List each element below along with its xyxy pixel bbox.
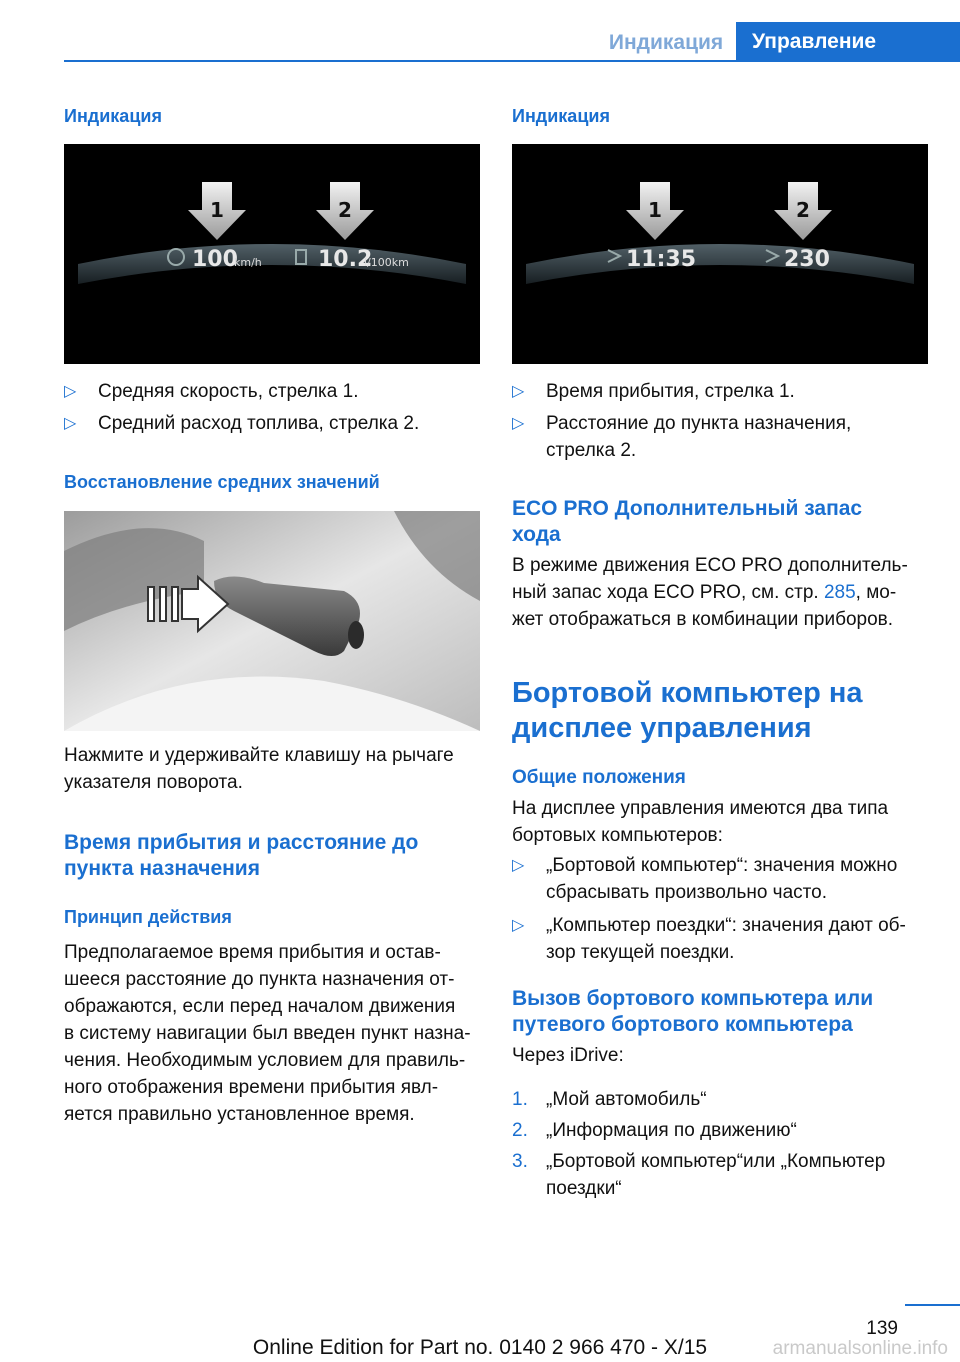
avg-speed-value: 100 — [192, 247, 238, 272]
dashboard-display-illustration — [64, 144, 480, 364]
page-reference-link[interactable]: 285 — [823, 582, 856, 603]
display-figure-arrival-distance — [512, 144, 928, 364]
avg-consumption-value: 10.2 — [318, 247, 373, 272]
bullet-triangle-icon: ▷ — [64, 415, 77, 432]
arrow-1-icon — [626, 182, 684, 240]
arrow-marker-1: 1 — [648, 198, 662, 222]
section-heading: ECO PRO Дополнительный запас хода — [512, 497, 863, 546]
numbered-step: 1. „Мой автомобиль“ — [512, 1089, 707, 1110]
list-item: ▷ Время прибытия, стрелка 1. — [512, 378, 928, 405]
section-label: Индикация — [64, 106, 162, 126]
header-section-indication: Индикация — [608, 31, 724, 54]
dashboard-display-illustration — [512, 144, 928, 364]
section-label: Индикация — [512, 106, 610, 126]
bullet-triangle-icon: ▷ — [512, 917, 525, 934]
list-item: ▷ Средний расход топлива, стрелка 2. — [64, 410, 480, 437]
display-figure-speed-fuel — [64, 144, 480, 364]
footer-rule — [905, 1304, 960, 1306]
numbered-step: 2. „Информация по движению“ — [512, 1120, 797, 1141]
bullet-triangle-icon: ▷ — [512, 857, 525, 874]
subsection-heading: Общие положения — [512, 767, 686, 788]
arrow-marker-1: 1 — [210, 198, 224, 222]
arrow-marker-2: 2 — [338, 198, 352, 222]
header-rule — [64, 60, 960, 62]
paragraph: На дисплее управления имеются два типа бортовых компьютеров: — [512, 798, 889, 846]
distance-value: 230 — [784, 247, 830, 272]
header-section-control: Управление — [736, 22, 960, 62]
paragraph: Предполагаемое время прибытия и остав‐ шееся расстояние до пункта назначения от‐ ображаются, если перед началом движения в систему навигации был введен пункт назна‐ чения. Необходимым условием для правиль‐ ного отображения времени прибытия явл‐ яется правильно установленное время. — [64, 942, 471, 1125]
avg-speed-unit: km/h — [234, 256, 262, 269]
turn-signal-lever-illustration — [64, 511, 480, 731]
avg-consumption-unit: l/100km — [364, 256, 409, 269]
paragraph: В режиме движения ECO PRO дополнитель‐ ный запас хода ECO PRO, см. стр. 285, мо‐ жет отображаться в комбинации приборов. — [512, 555, 908, 630]
paragraph: Через iDrive: — [512, 1045, 624, 1066]
bullet-triangle-icon: ▷ — [512, 415, 525, 432]
list-item: ▷ „Бортовой компьютер“: значения можно сбрасывать произвольно часто. — [512, 852, 928, 906]
paragraph: Нажмите и удерживайте клавишу на рычаге указателя поворота. — [64, 745, 454, 793]
chapter-heading: Бортовой компьютер на дисплее управления — [512, 677, 863, 744]
bullet-triangle-icon: ▷ — [512, 383, 525, 400]
arrow-marker-2: 2 — [796, 198, 810, 222]
section-heading: Вызов бортового компьютера или путевого бортового компьютера — [512, 987, 874, 1036]
arrow-1-icon — [188, 182, 246, 240]
list-item: ▷ Расстояние до пункта назначения, стрелка 2. — [512, 410, 928, 464]
page-number: 139 — [866, 1318, 898, 1339]
arrow-2-icon — [774, 182, 832, 240]
turn-signal-lever-figure — [64, 511, 480, 731]
arrow-2-icon — [316, 182, 374, 240]
watermark: armanualsonline.info — [772, 1338, 948, 1359]
list-item: ▷ Средняя скорость, стрелка 1. — [64, 378, 480, 405]
section-heading: Время прибытия и расстояние до пункта назначения — [64, 831, 419, 880]
bullet-triangle-icon: ▷ — [64, 383, 77, 400]
list-item: ▷ „Компьютер поездки“: значения дают об‐ зор текущей поездки. — [512, 912, 928, 966]
subsection-heading: Принцип действия — [64, 907, 232, 927]
arrival-time-value: 11:35 — [626, 247, 697, 272]
edition-footer: Online Edition for Part no. 0140 2 966 470 - X/15 — [252, 1336, 708, 1359]
section-label: Восстановление средних значений — [64, 472, 380, 492]
numbered-step: 3. „Бортовой компьютер“или „Компьютер поездки“ — [512, 1151, 886, 1199]
